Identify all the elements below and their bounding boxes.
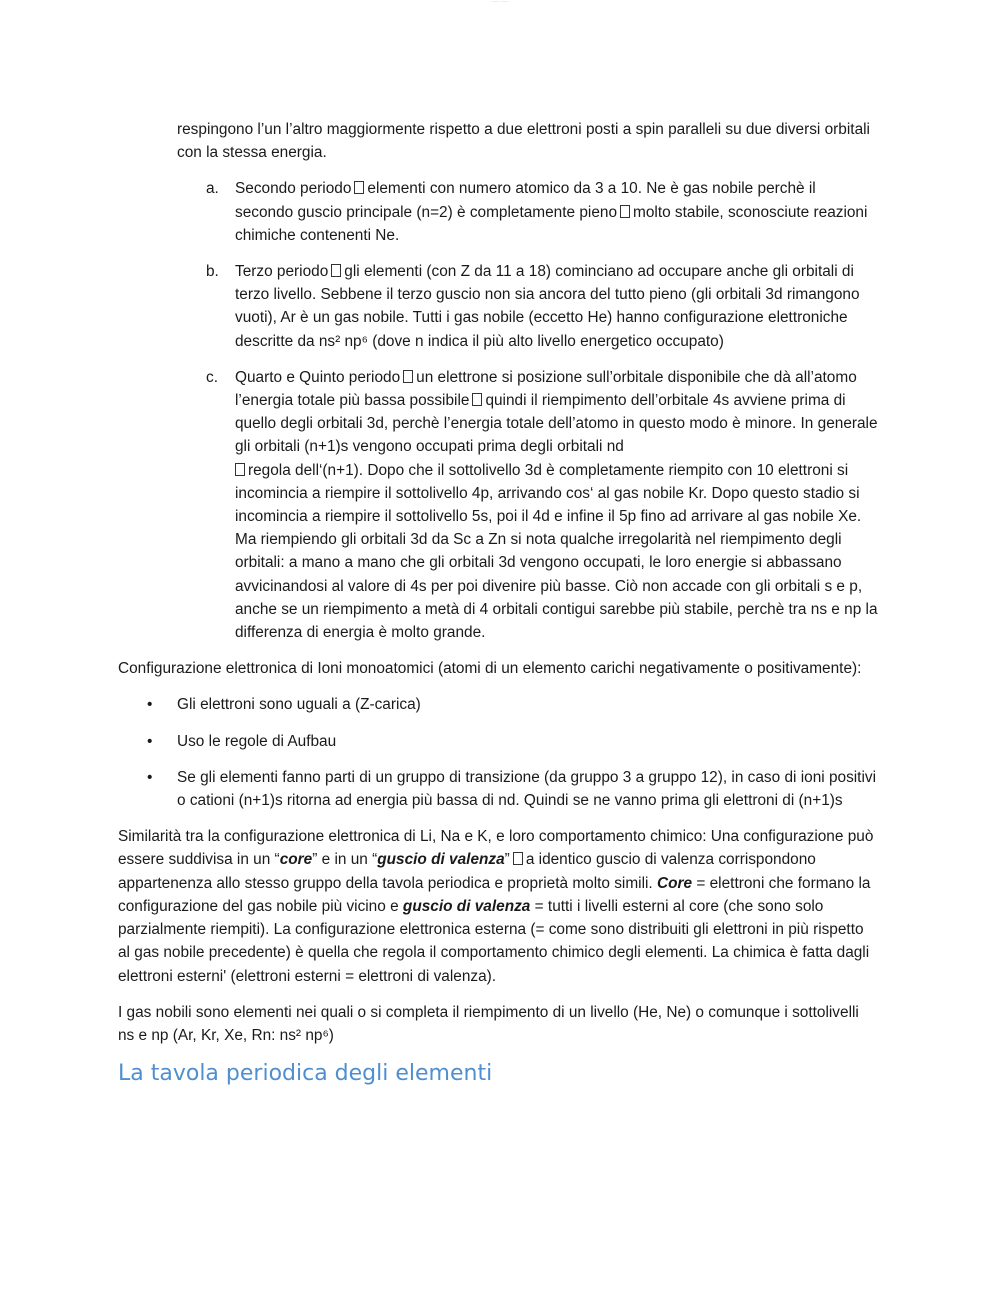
text-span: ” xyxy=(504,851,510,869)
arrow-glyph-icon xyxy=(403,370,413,383)
core-term: core xyxy=(279,851,313,869)
list-marker: c. xyxy=(206,368,218,386)
list-marker: b. xyxy=(206,263,219,281)
section-heading: La tavola periodica degli elementi xyxy=(118,1061,493,1087)
bullet-icon: • xyxy=(147,732,153,750)
text-span: = elettroni che formano la configurazione del gas nobile più vicino e xyxy=(118,874,871,915)
period-text: regola dell‘(n+1). Dopo che il sottolivello 3d è completamente riempito con 10 elettroni si incomincia a riempire il sottolivello 4p, arrivando cos‘ al gas nobile Kr. Dopo questo stadio si incomincia a riempire il sottolivello 5s, poi il 4d e infine il 5p fino ad arrivare al gas nobile Xe. Ma riempiendo gli orbitali 3d da Sc a Zn si nota qualche irregolarità nel riempimento degli orbitali: a mano a mano che gli orbitali 3d vengono occupati, le loro energie si abbassano avvicinandosi al valore di 4s per poi divenire più basse. Ciò non accade con gli orbitali s e p, anche se un riempimento a metà di 4 orbitali contigui sarebbe più stabile, perchè tra ns e np la differenza di energia è molto grande. xyxy=(235,461,878,642)
bullet-icon: • xyxy=(147,768,153,786)
period-title: Terzo periodo xyxy=(235,263,329,281)
text-span: = tutti i livelli esterni al core (che sono solo parzialmente riempiti). La configurazione elettronica esterna (= come sono distribuiti gli elettroni in più rispetto al gas nobile precedente) è quella che regola il comportamento chimico degli elementi. La chimica è fatta dagli elettroni esterni' (elettroni esterni = elettroni di valenza). xyxy=(118,897,870,985)
arrow-glyph-icon xyxy=(354,181,364,194)
period-text: elementi con numero atomico da 3 a 10. Ne è gas nobile perchè il secondo guscio principale (n=2) è completamente pieno xyxy=(235,180,816,221)
arrow-glyph-icon xyxy=(235,463,245,476)
text-span: ” e in un “ xyxy=(312,851,378,869)
intro-continuation: respingono l’un l’altro maggiormente rispetto a due elettroni posti a spin paralleli su due diversi orbitali con la stessa energia. xyxy=(177,121,870,162)
list-item xyxy=(118,693,878,716)
ions-list xyxy=(118,693,878,812)
list-item xyxy=(118,766,878,812)
periods-list xyxy=(118,177,878,644)
similarity-paragraph xyxy=(118,825,878,987)
text-span: Similarità tra la configurazione elettronica di Li, Na e K, e loro comportamento chimico: Una configurazione può essere suddivisa in un “ xyxy=(118,828,874,869)
period-text: un elettrone si posizione sull’orbitale disponibile che dà all’atomo l’energia totale più bassa possibile xyxy=(235,368,857,410)
arrow-glyph-icon xyxy=(620,205,630,218)
list-item-second-period xyxy=(118,177,878,247)
period-text: molto stabile, sconosciute reazioni chimiche contenenti Ne. xyxy=(235,203,868,244)
list-item-fourth-fifth-period xyxy=(118,366,878,644)
bullet-text: Gli elettroni sono uguali a (Z-carica) xyxy=(177,696,421,714)
page-header-mark: ~~~ ~~~~ xyxy=(491,0,509,4)
bullet-icon: • xyxy=(147,696,153,714)
valence-term: guscio di valenza xyxy=(402,897,531,915)
ions-intro: Configurazione elettronica di Ioni monoatomici (atomi di un elemento carichi negativamente o positivamente): xyxy=(118,660,862,678)
period-title: Secondo periodo xyxy=(235,180,352,198)
arrow-glyph-icon xyxy=(513,852,523,865)
period-title: Quarto e Quinto periodo xyxy=(235,368,401,386)
bullet-text: Se gli elementi fanno parti di un gruppo di transizione (da gruppo 3 a gruppo 12), in caso di ioni positivi o cationi (n+1)s ritorna ad energia più bassa di nd. Quindi se ne vanno prima gli elettroni di (n+1)s xyxy=(177,768,876,810)
list-item-third-period xyxy=(118,260,878,353)
valence-term: guscio di valenza xyxy=(377,851,505,869)
noble-gases-paragraph: I gas nobili sono elementi nei quali o si completa il riempimento di un livello (He, Ne) o comunque i sottolivelli ns e np (Ar, Kr, Xe, Rn: ns² np⁶) xyxy=(118,1003,859,1044)
arrow-glyph-icon xyxy=(472,393,482,406)
text-span: a identico guscio di valenza corrispondono appartenenza allo stesso gruppo della tavola periodica e proprietà molto simili. xyxy=(118,851,816,892)
core-term: Core xyxy=(657,874,693,892)
list-item xyxy=(118,730,878,753)
bullet-text: Uso le regole di Aufbau xyxy=(177,732,337,750)
arrow-glyph-icon xyxy=(331,264,341,277)
period-text: gli elementi (con Z da 11 a 18) cominciano ad occupare anche gli orbitali di terzo livello. Sebbene il terzo guscio non sia ancora del tutto pieno (gli orbitali 3d rimangono vuoti), Ar è un gas nobile. Tutti i gas nobile (eccetto He) hanno configurazione elettroniche descritte da ns² np⁶ (dove n indica il più alto livello energetico occupato) xyxy=(235,263,860,350)
document-page xyxy=(118,118,878,1088)
period-text: quindi il riempimento dell’orbitale 4s avviene prima di quello degli orbitali 3d, perchè l’energia totale dell’atomo in questo modo è minore. In generale gli orbitali (n+1)s vengono occupati prima degli orbitali nd xyxy=(235,392,878,456)
list-marker: a. xyxy=(206,180,219,198)
